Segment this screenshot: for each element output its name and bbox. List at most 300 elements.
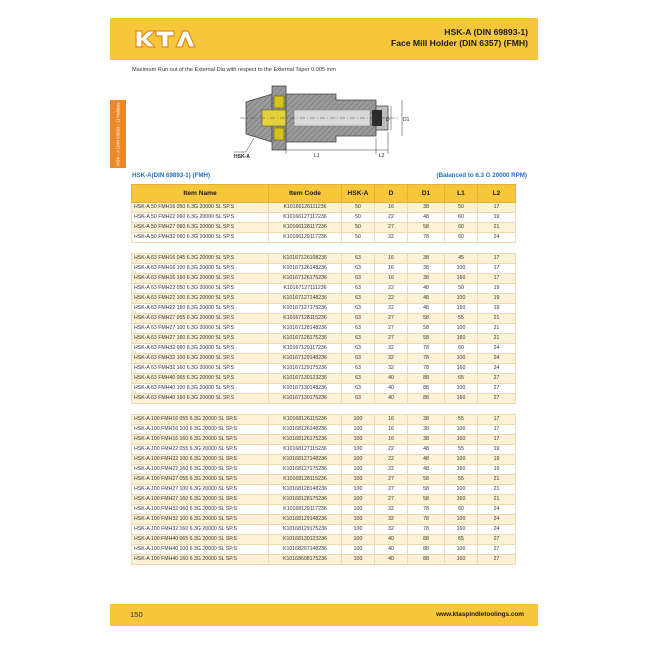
header-title-line2: Face Mill Holder (DIN 6357) (FMH)	[390, 38, 528, 48]
cell-d1: 48	[408, 284, 445, 294]
cell-hsk-a: 63	[342, 344, 375, 354]
cell-l2: 21	[478, 223, 516, 233]
group-separator	[132, 404, 516, 415]
cell-d: 22	[375, 304, 408, 314]
cell-code: K10168127175236	[269, 465, 342, 475]
cell-name: HSK-A 63 FMH32 060 6.3G 20000 SL SP.S	[132, 344, 269, 354]
cell-code: K10168130123236	[269, 535, 342, 545]
cell-l1: 160	[445, 364, 478, 374]
cell-d: 27	[375, 314, 408, 324]
cell-l2: 17	[478, 264, 516, 274]
cell-code: K10168127148236	[269, 455, 342, 465]
table-row	[132, 254, 516, 264]
cell-d: 22	[375, 465, 408, 475]
cell-code: K10168127115236	[269, 445, 342, 455]
cell-name: HSK-A 100 FMH32 060 6.3G 20000 SL SP.S	[132, 505, 269, 515]
cell-d: 32	[375, 354, 408, 364]
cell-code: K10167129117236	[269, 344, 342, 354]
cell-name: HSK-A 63 FMH16 160 6.3G 20000 SL SP.S	[132, 274, 269, 284]
header-l2: L2	[478, 185, 516, 203]
cell-hsk-a: 50	[342, 213, 375, 223]
cell-d: 27	[375, 475, 408, 485]
cell-l1: 60	[445, 233, 478, 243]
cell-d: 27	[375, 223, 408, 233]
cell-l2: 21	[478, 314, 516, 324]
cell-code: K10168126115236	[269, 415, 342, 425]
cell-hsk-a: 100	[342, 545, 375, 555]
runout-note: Maximum Run out of the External Dia with respect to the External Taper 0.005 mm	[132, 67, 336, 73]
cell-d1: 38	[408, 425, 445, 435]
cell-d: 27	[375, 324, 408, 334]
cell-d1: 48	[408, 445, 445, 455]
cell-code: K10167128115236	[269, 314, 342, 324]
cell-code: K10167128148236	[269, 324, 342, 334]
kta-logo	[132, 28, 196, 50]
cell-code: K10167130123236	[269, 374, 342, 384]
cell-l2: 27	[478, 555, 516, 565]
cell-d1: 78	[408, 505, 445, 515]
cell-l2: 24	[478, 505, 516, 515]
cell-name: HSK-A 63 FMH27 055 6.3G 20000 SL SP.S	[132, 314, 269, 324]
table-row	[132, 223, 516, 233]
cell-l2: 27	[478, 394, 516, 404]
cell-code: K10168267148236	[269, 545, 342, 555]
cell-d: 32	[375, 364, 408, 374]
cell-l2: 24	[478, 525, 516, 535]
table-row	[132, 334, 516, 344]
cell-d1: 38	[408, 435, 445, 445]
cell-code: K10168129117236	[269, 505, 342, 515]
cell-name: HSK-A 100 FMH27 160 6.3G 20000 SL SP.S	[132, 495, 269, 505]
cell-hsk-a: 100	[342, 415, 375, 425]
cell-name: HSK-A 100 FMH27 055 6.3G 20000 SL SP.S	[132, 475, 269, 485]
cell-code: K10167128175236	[269, 334, 342, 344]
cell-d: 27	[375, 495, 408, 505]
cell-d: 32	[375, 515, 408, 525]
cell-hsk-a: 100	[342, 515, 375, 525]
cell-name: HSK-A 63 FMH40 160 6.3G 20000 SL SP.S	[132, 394, 269, 404]
cell-hsk-a: 100	[342, 425, 375, 435]
dim-label-l2: L2	[379, 153, 385, 159]
cell-l1: 100	[445, 294, 478, 304]
group-separator-cell	[132, 243, 516, 254]
cell-d1: 88	[408, 555, 445, 565]
table-row	[132, 364, 516, 374]
cell-hsk-a: 100	[342, 465, 375, 475]
cell-name: HSK-A 100 FMH27 100 6.3G 20000 SL SP.S	[132, 485, 269, 495]
side-section-tab	[110, 100, 126, 168]
cell-d1: 38	[408, 274, 445, 284]
cell-name: HSK-A 50 FMH16 050 6.3G 20000 SL SP.S	[132, 203, 269, 213]
cell-l1: 65	[445, 535, 478, 545]
product-table	[131, 184, 516, 565]
cell-hsk-a: 63	[342, 304, 375, 314]
cell-l1: 160	[445, 394, 478, 404]
cell-d1: 78	[408, 344, 445, 354]
cell-d1: 58	[408, 324, 445, 334]
cell-d1: 88	[408, 394, 445, 404]
cell-l1: 60	[445, 344, 478, 354]
cell-hsk-a: 100	[342, 495, 375, 505]
cell-code: K10168126148236	[269, 425, 342, 435]
cell-l2: 17	[478, 203, 516, 213]
cell-l1: 100	[445, 324, 478, 334]
table-row	[132, 455, 516, 465]
cell-hsk-a: 63	[342, 384, 375, 394]
cell-name: HSK-A 50 FMH32 060 6.3G 20000 SL SP.S	[132, 233, 269, 243]
cell-l1: 160	[445, 435, 478, 445]
cell-l2: 21	[478, 485, 516, 495]
cell-d1: 38	[408, 415, 445, 425]
cell-d: 16	[375, 264, 408, 274]
cell-d: 32	[375, 525, 408, 535]
cell-l2: 17	[478, 254, 516, 264]
cell-code: K10168129148236	[269, 515, 342, 525]
cell-hsk-a: 100	[342, 525, 375, 535]
cell-l2: 27	[478, 545, 516, 555]
cell-l2: 21	[478, 495, 516, 505]
table-row	[132, 374, 516, 384]
table-row	[132, 445, 516, 455]
cell-d: 40	[375, 535, 408, 545]
cell-d1: 88	[408, 374, 445, 384]
cell-hsk-a: 63	[342, 394, 375, 404]
cell-name: HSK-A 50 FMH27 060 6.3G 20000 SL SP.S	[132, 223, 269, 233]
table-row	[132, 394, 516, 404]
header-hsk-a: HSK-A	[342, 185, 375, 203]
cell-d1: 38	[408, 203, 445, 213]
cell-l2: 24	[478, 515, 516, 525]
cell-hsk-a: 100	[342, 435, 375, 445]
cell-hsk-a: 100	[342, 475, 375, 485]
cell-hsk-a: 100	[342, 445, 375, 455]
cell-hsk-a: 63	[342, 354, 375, 364]
table-row	[132, 555, 516, 565]
cell-d1: 78	[408, 515, 445, 525]
cell-d1: 58	[408, 495, 445, 505]
cell-l2: 21	[478, 334, 516, 344]
cell-l1: 55	[445, 475, 478, 485]
cell-d: 40	[375, 555, 408, 565]
cell-l1: 45	[445, 254, 478, 264]
face-mill-holder-drawing	[234, 80, 414, 162]
cell-name: HSK-A 100 FMH32 160 6.3G 20000 SL SP.S	[132, 525, 269, 535]
cell-d1: 88	[408, 384, 445, 394]
cell-hsk-a: 63	[342, 264, 375, 274]
cell-name: HSK-A 63 FMH40 100 6.3G 20000 SL SP.S	[132, 384, 269, 394]
cell-l1: 60	[445, 213, 478, 223]
balance-note: (Balanced to 6.3 G 20000 RPM)	[436, 172, 527, 179]
cell-l1: 160	[445, 334, 478, 344]
cell-d1: 38	[408, 264, 445, 274]
cell-hsk-a: 63	[342, 374, 375, 384]
table-row	[132, 415, 516, 425]
page-header	[110, 18, 538, 60]
cell-hsk-a: 100	[342, 455, 375, 465]
cell-name: HSK-A 100 FMH22 160 6.3G 20000 SL SP.S	[132, 465, 269, 475]
cell-l1: 55	[445, 445, 478, 455]
cell-l1: 100	[445, 384, 478, 394]
cell-hsk-a: 63	[342, 364, 375, 374]
cell-name: HSK-A 100 FMH16 100 6.3G 20000 SL SP.S	[132, 425, 269, 435]
dim-label-d1: D1	[403, 117, 410, 123]
cell-d1: 48	[408, 304, 445, 314]
cell-name: HSK-A 100 FMH40 160 6.3G 20000 SL SP.S	[132, 555, 269, 565]
cell-l2: 19	[478, 294, 516, 304]
table-row	[132, 384, 516, 394]
cell-l2: 17	[478, 415, 516, 425]
cell-name: HSK-A 63 FMH32 160 6.3G 20000 SL SP.S	[132, 364, 269, 374]
cell-d: 27	[375, 334, 408, 344]
cell-d1: 58	[408, 334, 445, 344]
cell-d: 32	[375, 233, 408, 243]
cell-l2: 17	[478, 425, 516, 435]
cell-d: 16	[375, 425, 408, 435]
cell-l1: 100	[445, 455, 478, 465]
cell-name: HSK-A 63 FMH32 100 6.3G 20000 SL SP.S	[132, 354, 269, 364]
cell-code: K10168126175236	[269, 435, 342, 445]
cell-d1: 58	[408, 475, 445, 485]
hsk-a-label: HSK-A	[234, 154, 250, 160]
cell-d1: 38	[408, 254, 445, 264]
cell-code: K10167130175236	[269, 394, 342, 404]
cell-hsk-a: 50	[342, 223, 375, 233]
table-row	[132, 465, 516, 475]
cell-l2: 27	[478, 384, 516, 394]
cell-d1: 78	[408, 525, 445, 535]
cell-hsk-a: 50	[342, 203, 375, 213]
cell-l2: 19	[478, 455, 516, 465]
cell-hsk-a: 100	[342, 505, 375, 515]
cell-code: K10168128148236	[269, 485, 342, 495]
header-l1: L1	[445, 185, 478, 203]
table-row	[132, 545, 516, 555]
table-row	[132, 233, 516, 243]
cell-l2: 27	[478, 374, 516, 384]
cell-code: K10167130148236	[269, 384, 342, 394]
cell-name: HSK-A 100 FMH22 100 6.3G 20000 SL SP.S	[132, 455, 269, 465]
page-number: 150	[130, 610, 143, 619]
cell-name: HSK-A 63 FMH22 050 6.3G 20000 SL SP.S	[132, 284, 269, 294]
table-row	[132, 475, 516, 485]
cell-l1: 50	[445, 284, 478, 294]
cell-code: K10166127117236	[269, 213, 342, 223]
cell-l1: 60	[445, 223, 478, 233]
cell-l2: 27	[478, 535, 516, 545]
cell-d: 40	[375, 545, 408, 555]
table-row	[132, 203, 516, 213]
cell-code: K10168129175236	[269, 525, 342, 535]
table-row	[132, 304, 516, 314]
cell-l1: 160	[445, 304, 478, 314]
table-header-row	[132, 185, 516, 203]
table-row	[132, 535, 516, 545]
cell-d: 32	[375, 344, 408, 354]
table-body	[132, 203, 516, 565]
cell-l1: 100	[445, 354, 478, 364]
page-footer	[110, 604, 538, 626]
group-separator-cell	[132, 404, 516, 415]
cell-name: HSK-A 100 FMH40 065 6.3G 20000 SL SP.S	[132, 535, 269, 545]
cell-code: K10168128115236	[269, 475, 342, 485]
cell-d: 16	[375, 254, 408, 264]
header-d: D	[375, 185, 408, 203]
cell-d: 40	[375, 394, 408, 404]
cell-name: HSK-A 63 FMH22 160 6.3G 20000 SL SP.S	[132, 304, 269, 314]
table-row	[132, 495, 516, 505]
cell-code: K10167127111236	[269, 284, 342, 294]
cell-code: K10167126108236	[269, 254, 342, 264]
table-row	[132, 525, 516, 535]
cell-l2: 17	[478, 435, 516, 445]
cell-name: HSK-A 63 FMH16 045 6.3G 20000 SL SP.S	[132, 254, 269, 264]
cell-code: K10167126175236	[269, 274, 342, 284]
dim-label-l1: L1	[314, 153, 320, 159]
cell-l1: 160	[445, 525, 478, 535]
cell-d: 40	[375, 374, 408, 384]
cell-l2: 19	[478, 445, 516, 455]
cell-hsk-a: 63	[342, 284, 375, 294]
cell-name: HSK-A 100 FMH32 100 6.3G 20000 SL SP.S	[132, 515, 269, 525]
cell-hsk-a: 63	[342, 334, 375, 344]
cell-d1: 58	[408, 223, 445, 233]
table-row	[132, 425, 516, 435]
cell-l2: 24	[478, 344, 516, 354]
cell-l1: 100	[445, 485, 478, 495]
cell-code: K10166129117236	[269, 233, 342, 243]
cell-name: HSK-A 50 FMH22 060 6.3G 20000 SL SP.S	[132, 213, 269, 223]
cell-l2: 19	[478, 304, 516, 314]
cell-hsk-a: 100	[342, 535, 375, 545]
table-row	[132, 284, 516, 294]
table-row	[132, 515, 516, 525]
cell-l2: 24	[478, 233, 516, 243]
cell-d1: 48	[408, 294, 445, 304]
cell-name: HSK-A 63 FMH16 100 6.3G 20000 SL SP.S	[132, 264, 269, 274]
cell-l1: 100	[445, 545, 478, 555]
cell-hsk-a: 63	[342, 274, 375, 284]
cell-hsk-a: 63	[342, 324, 375, 334]
cell-l1: 160	[445, 495, 478, 505]
cell-l1: 160	[445, 465, 478, 475]
table-row	[132, 314, 516, 324]
cell-hsk-a: 100	[342, 485, 375, 495]
cell-hsk-a: 50	[342, 233, 375, 243]
header-title	[391, 27, 528, 49]
cell-l2: 24	[478, 364, 516, 374]
cell-l2: 19	[478, 284, 516, 294]
table-row	[132, 213, 516, 223]
dim-label-d: D	[386, 117, 390, 123]
cell-d: 16	[375, 203, 408, 213]
cell-name: HSK-A 100 FMH16 160 6.3G 20000 SL SP.S	[132, 435, 269, 445]
cell-d1: 78	[408, 233, 445, 243]
cell-l2: 21	[478, 475, 516, 485]
cell-d1: 48	[408, 213, 445, 223]
cell-name: HSK-A 63 FMH40 065 6.3G 20000 SL SP.S	[132, 374, 269, 384]
cell-l1: 60	[445, 505, 478, 515]
table-row	[132, 485, 516, 495]
cell-l2: 21	[478, 324, 516, 334]
cell-d: 40	[375, 384, 408, 394]
cell-name: HSK-A 100 FMH22 055 6.3G 20000 SL SP.S	[132, 445, 269, 455]
cell-l1: 160	[445, 274, 478, 284]
cell-d1: 78	[408, 364, 445, 374]
table-row	[132, 264, 516, 274]
cell-l1: 55	[445, 415, 478, 425]
table-row	[132, 435, 516, 445]
cell-hsk-a: 63	[342, 254, 375, 264]
cell-d1: 88	[408, 545, 445, 555]
table-row	[132, 324, 516, 334]
website-link[interactable]: www.ktaspindletoolings.com	[436, 611, 524, 618]
cell-name: HSK-A 100 FMH16 055 6.3G 20000 SL SP.S	[132, 415, 269, 425]
cell-hsk-a: 63	[342, 314, 375, 324]
cell-l1: 50	[445, 203, 478, 213]
cell-l1: 65	[445, 374, 478, 384]
cell-d: 16	[375, 435, 408, 445]
cell-l1: 100	[445, 515, 478, 525]
table-row	[132, 344, 516, 354]
cell-l1: 100	[445, 425, 478, 435]
cell-code: K10166128117236	[269, 223, 342, 233]
table-row	[132, 294, 516, 304]
cell-d: 22	[375, 455, 408, 465]
cell-d1: 58	[408, 314, 445, 324]
cell-name: HSK-A 63 FMH27 160 6.3G 20000 SL SP.S	[132, 334, 269, 344]
cell-d: 16	[375, 415, 408, 425]
cell-l2: 17	[478, 274, 516, 284]
cell-name: HSK-A 63 FMH22 100 6.3G 20000 SL SP.S	[132, 294, 269, 304]
side-tab-label: HSK - A (DIN 69893 - 1) Holders	[115, 102, 121, 166]
cell-d1: 48	[408, 465, 445, 475]
header-d1: D1	[408, 185, 445, 203]
cell-name: HSK-A 63 FMH27 100 6.3G 20000 SL SP.S	[132, 324, 269, 334]
cell-code: K10167127148236	[269, 294, 342, 304]
cell-code: K10167126148236	[269, 264, 342, 274]
section-title: HSK-A(DIN 69893-1) (FMH)	[132, 172, 211, 179]
cell-d1: 88	[408, 535, 445, 545]
cell-d1: 48	[408, 455, 445, 465]
header-item-code: Item Code	[269, 185, 342, 203]
header-item-name: Item Name	[132, 185, 269, 203]
header-title-line1: HSK-A (DIN 69893-1)	[444, 27, 528, 37]
cell-l2: 19	[478, 465, 516, 475]
cell-code: K10168608175236	[269, 555, 342, 565]
cell-d: 22	[375, 213, 408, 223]
cell-l2: 24	[478, 354, 516, 364]
cell-code: K10167129148236	[269, 354, 342, 364]
cell-d: 27	[375, 485, 408, 495]
group-separator	[132, 243, 516, 254]
cell-hsk-a: 100	[342, 555, 375, 565]
cell-l1: 55	[445, 314, 478, 324]
table-row	[132, 505, 516, 515]
cell-d: 32	[375, 505, 408, 515]
cell-d1: 78	[408, 354, 445, 364]
cell-d: 16	[375, 274, 408, 284]
cell-code: K10167127175236	[269, 304, 342, 314]
cell-hsk-a: 63	[342, 294, 375, 304]
table-row	[132, 274, 516, 284]
cell-name: HSK-A 100 FMH40 100 6.3G 20000 SL SP.S	[132, 545, 269, 555]
cell-l1: 160	[445, 555, 478, 565]
cell-l2: 19	[478, 213, 516, 223]
cell-d: 22	[375, 445, 408, 455]
cell-code: K10166126111236	[269, 203, 342, 213]
table-row	[132, 354, 516, 364]
kta-logo-icon	[132, 28, 196, 50]
